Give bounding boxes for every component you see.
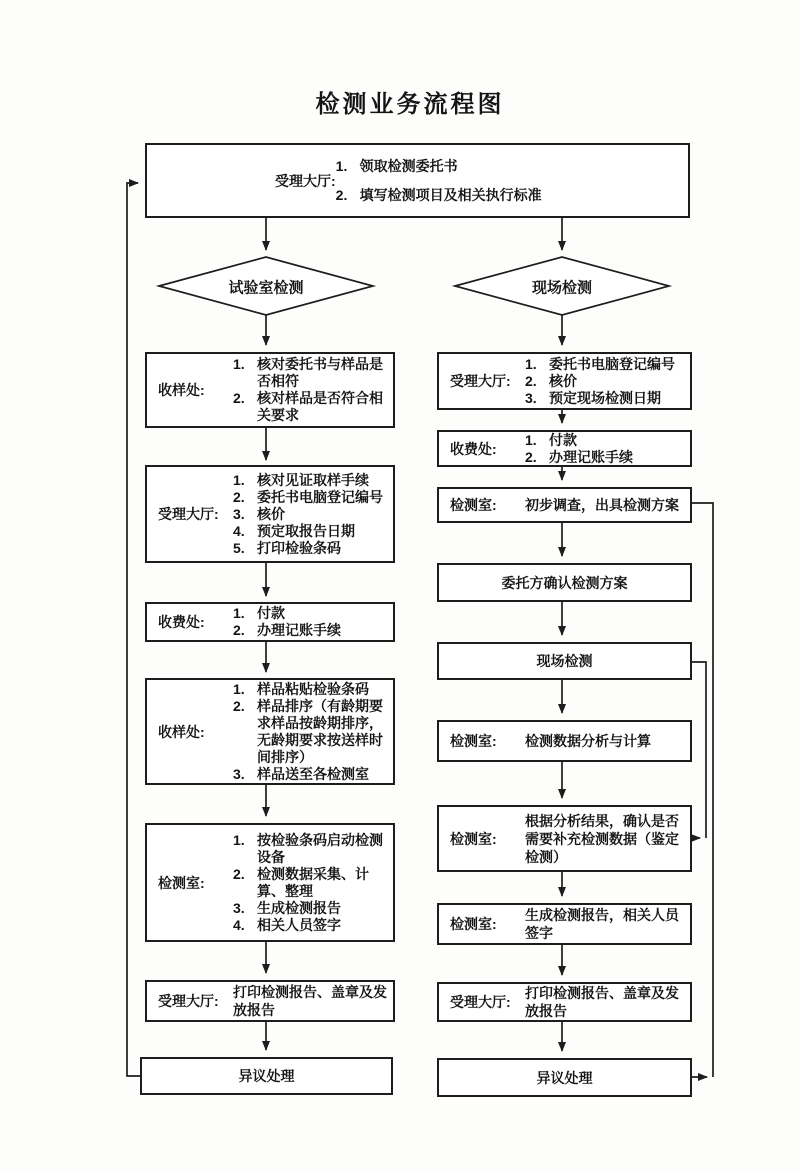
- box-text: 异议处理: [536, 1069, 593, 1086]
- box-reception-hall-intake: [145, 143, 690, 218]
- box-reception-hall-registration-left: [145, 465, 395, 563]
- list-item: 1. 按检验条码启动检测设备: [233, 831, 383, 865]
- box-testing-room-survey: [437, 487, 692, 523]
- box-text: 生成检测报告，相关人员签字: [525, 907, 679, 941]
- numbered-list: [233, 470, 393, 559]
- list-item: 4. 相关人员签字: [233, 916, 341, 933]
- list-item: 3. 核价: [233, 505, 285, 522]
- numbered-list: [233, 679, 393, 785]
- list-item: 3. 生成检测报告: [233, 899, 341, 916]
- list-item: 2. 办理记账手续: [525, 448, 633, 465]
- list-item: 2. 核价: [525, 372, 577, 389]
- box-label: 检测室:: [450, 830, 497, 847]
- list-item: 3. 预定现场检测日期: [525, 389, 661, 406]
- box-label: 受理大厅:: [158, 993, 219, 1009]
- box-cashier-right: [437, 430, 692, 467]
- box-text: 根据分析结果，确认是否需要补充检测数据（鉴定检测）: [525, 812, 679, 865]
- list-item: 2. 填写检测项目及相关执行标准: [335, 186, 542, 203]
- list-item: 1. 委托书电脑登记编号: [525, 355, 675, 372]
- lab-test-diamond-label: 试验室检测: [228, 279, 304, 297]
- list-item: 1. 付款: [525, 431, 577, 448]
- box-label: 检测室:: [158, 874, 205, 891]
- list-item: 1. 领取检测委托书: [335, 157, 458, 174]
- box-text: 委托方确认检测方案: [501, 574, 628, 591]
- box-text: 打印检测报告、盖章及发放报告: [233, 984, 387, 1018]
- box-testing-room-left: [145, 823, 395, 942]
- box-label: 收费处:: [450, 440, 497, 457]
- list-item: 2. 委托书电脑登记编号: [233, 488, 383, 505]
- list-item: 1. 付款: [233, 605, 285, 621]
- list-item: 4. 预定取报告日期: [233, 522, 355, 539]
- box-dispute-handling-right: [437, 1058, 692, 1097]
- onsite-test-diamond-label: 现场检测: [531, 279, 592, 297]
- list-item: 2. 检测数据采集、计算、整理: [233, 865, 369, 899]
- numbered-list: [525, 430, 690, 468]
- box-label: 检测室:: [450, 497, 497, 513]
- numbered-list: [336, 156, 688, 206]
- box-text: 打印检测报告、盖章及发放报告: [525, 985, 679, 1019]
- box-label: 受理大厅:: [450, 994, 511, 1010]
- box-testing-room-supplement: [437, 805, 692, 872]
- box-dispute-handling-left: [140, 1057, 393, 1095]
- list-item: 2. 核对样品是否符合相关要求: [233, 390, 383, 423]
- box-label: 收样处:: [158, 723, 205, 740]
- box-text: 初步调查，出具检测方案: [525, 497, 679, 513]
- box-client-confirm-plan: [437, 563, 692, 602]
- box-testing-room-report-sign: [437, 903, 692, 945]
- numbered-list: [233, 603, 393, 641]
- list-item: 5. 打印检验条码: [233, 539, 341, 556]
- box-cashier-left: [145, 602, 395, 642]
- box-sample-receipt-check: [145, 352, 395, 428]
- numbered-list: [233, 830, 393, 936]
- box-reception-hall-report-right: [437, 982, 692, 1022]
- box-label: 检测室:: [450, 733, 497, 749]
- box-text: 现场检测: [536, 653, 593, 669]
- box-label: 受理大厅:: [275, 172, 336, 189]
- list-item: 2. 办理记账手续: [233, 622, 341, 638]
- numbered-list: [233, 354, 393, 426]
- box-testing-room-analysis: [437, 720, 692, 762]
- list-item: 1. 核对委托书与样品是否相符: [233, 356, 383, 389]
- box-reception-hall-report-left: [145, 980, 395, 1022]
- box-label: 受理大厅:: [450, 373, 511, 389]
- list-item: 3. 样品送至各检测室: [233, 765, 369, 782]
- box-label: 受理大厅:: [158, 506, 219, 522]
- box-label: 检测室:: [450, 916, 497, 932]
- box-reception-hall-registration-right: [437, 352, 692, 410]
- page-title: 检测业务流程图: [315, 91, 505, 118]
- list-item: 1. 样品粘贴检验条码: [233, 680, 369, 697]
- box-sample-receipt-sorting: [145, 678, 395, 785]
- box-label: 收样处:: [158, 382, 205, 398]
- box-text: 检测数据分析与计算: [525, 733, 651, 749]
- numbered-list: [525, 354, 690, 409]
- box-text: 异议处理: [238, 1068, 295, 1084]
- list-item: 2. 样品排序（有龄期要求样品按龄期排序，无龄期要求按送样时间排序）: [233, 697, 383, 765]
- box-label: 收费处:: [158, 614, 205, 630]
- list-item: 1. 核对见证取样手续: [233, 471, 369, 488]
- box-onsite-testing: [437, 642, 692, 680]
